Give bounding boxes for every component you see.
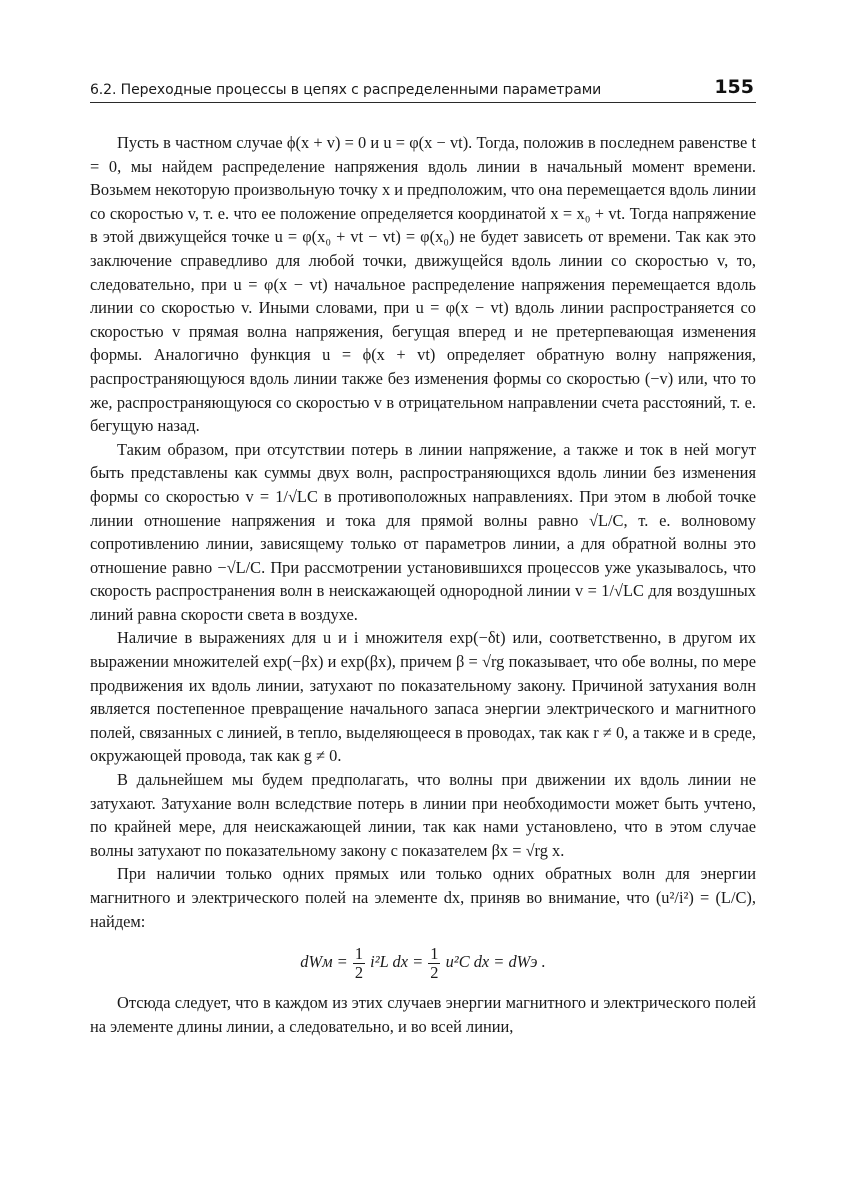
paragraph-conclusion: Отсюда следует, что в каждом из этих случаев энергии магнитного и электрического полей на элементе длины линии, а следовательно, и во всей линии,: [90, 993, 756, 1036]
running-header: [90, 76, 756, 103]
page-body: [90, 131, 756, 1038]
paragraph-attenuation: Наличие в выражениях для u и i множителя exp(−δt) или, соответственно, в другом их выражении множителей exp(−βx) и exp(βx), причем β = √rg показывает, что обе волны, по мере продвижения их вдоль линии, затухают по показательному закону. Причиной затухания волн является постепенное превращение начального запаса энергии электрического и магнитного полей, связанных с линией, в тепло, выделяющееся в проводах, так как r ≠ 0, а также и в среде, окружающей провода, так как g ≠ 0.: [90, 628, 756, 766]
section-title: 6.2. Переходные процессы в цепях с распределенными параметрами: [90, 82, 602, 98]
paragraph-forward-wave: Пусть в частном случае ϕ(x + v) = 0 и u = φ(x − vt). Тогда, положив в последнем равенстве t = 0, мы найдем распределение напряжения вдоль линии в начальный момент времени. Возьмем некоторую произвольную точку x и предположим, что она перемещается вдоль линии со скоростью v, т. е. что ее положение определяется координатой x = x₀ + vt. Тогда напряжение в этой движущейся точке u = φ(x₀ + vt − vt) = φ(x₀) не будет зависеть от времени. Так как это заключение справедливо для любой точки, движущейся вдоль линии со скоростью v, то, следовательно, при u = φ(x − vt) начальное распределение напряжения перемещается вдоль линии со скоростью v. Иными словами, при u = φ(x − vt) вдоль линии распространяется со скоростью v прямая волна напряжения, бегущая вперед и не претерпевающая изменения формы. Аналогично функция u = ϕ(x + vt) определяет обратную волну напряжения, распространяющуюся вдоль линии также без изменения формы со скоростью (−v) или, что то же, распространяющуюся со скоростью v в отрицательном направлении счета расстояний, т. е. бегущую назад.: [90, 133, 756, 436]
formula-lhs: dWм =: [300, 952, 348, 972]
fraction-denominator-2: 2: [430, 962, 439, 982]
paragraph-two-waves: Таким образом, при отсутствии потерь в линии напряжение, а также и ток в ней могут быть представлены как суммы двух волн, распространяющихся вдоль линии без изменения формы со скоростью v = 1/√LC в противоположных направлениях. При этом в любой точке линии отношение напряжения и тока для прямой волны равно √L/C, т. е. волновому сопротивлению линии, зависящему только от параметров линии, а для обратной волны это отношение равно −√L/C. При рассмотрении установившихся процессов уже указывалось, что скорость распространения волн в неискажающей однородной линии v = 1/√LC для воздушных линий равна скорости света в воздухе.: [90, 439, 756, 624]
formula-term-magnetic: i²L dx =: [370, 952, 424, 972]
fraction-denominator: 2: [354, 962, 364, 982]
page-number: 155: [714, 76, 754, 98]
fraction-numerator: 1: [354, 943, 364, 963]
formula-term-electric: u²C dx = dWэ .: [445, 952, 546, 972]
paragraph-energy: При наличии только одних прямых или только одних обратных волн для энергии магнитного и электрического полей на элементе dx, приняв во внимание, что (u²/i²) = (L/C), найдем:: [90, 864, 756, 931]
fraction-numerator-2: 1: [430, 943, 439, 963]
paragraph-no-attenuation: В дальнейшем мы будем предполагать, что волны при движении их вдоль линии не затухают. Затухание волн вследствие потерь в линии при необходимости может быть учтено, по крайней мере, для неискажающей линии, так как нами установлено, что в этом случае волны затухают по показательному закону с показателем βx = √rg x.: [90, 770, 756, 860]
fraction-one-half: [353, 945, 365, 982]
fraction-one-half-2: [428, 945, 440, 982]
energy-formula: [90, 933, 756, 991]
